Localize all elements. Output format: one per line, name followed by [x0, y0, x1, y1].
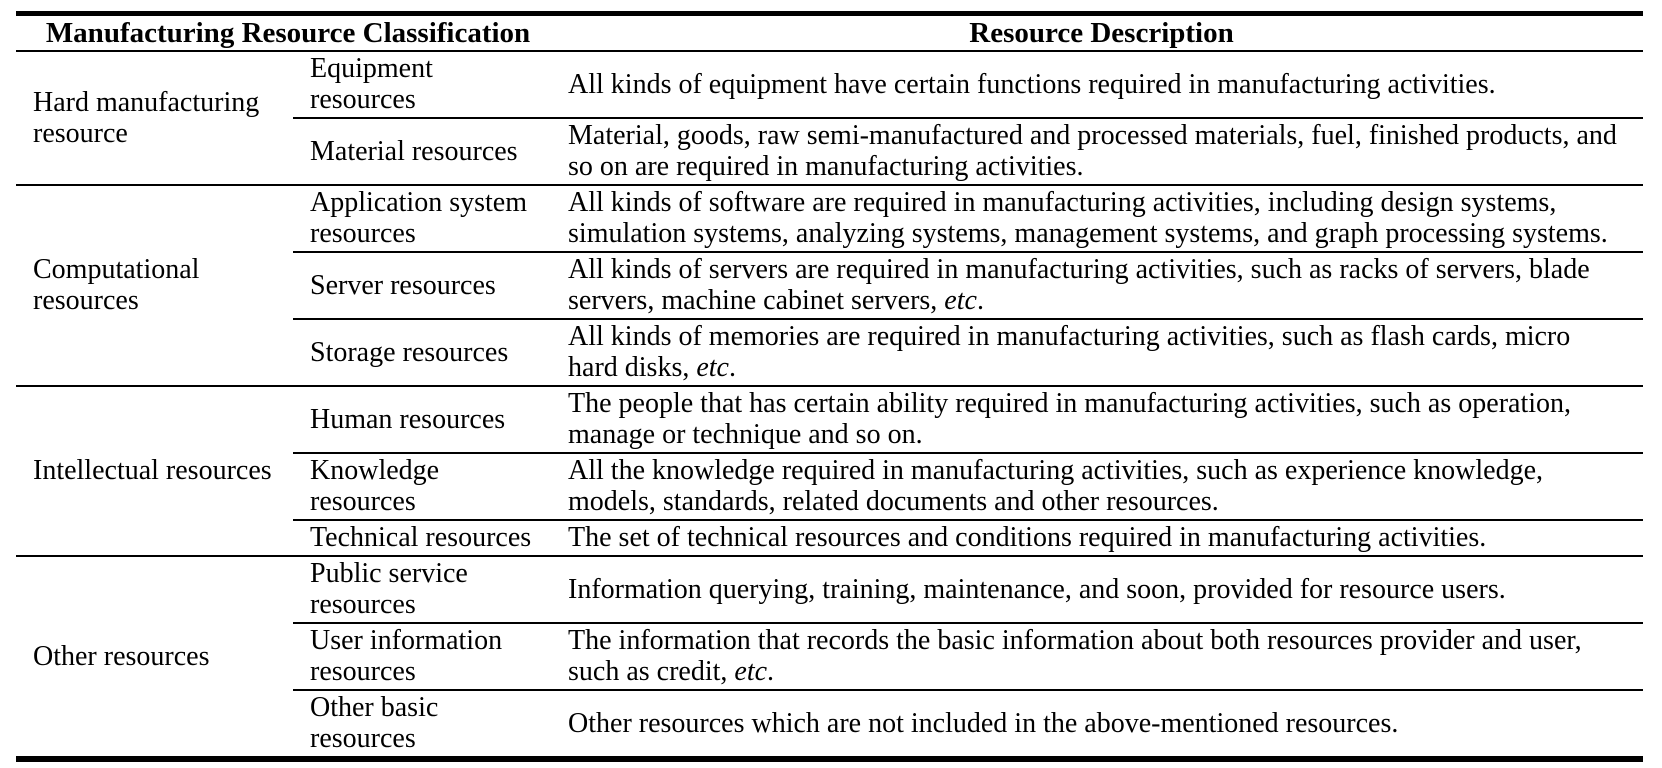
- description-cell: All kinds of software are required in manufacturing activities, including design systems, simulation systems, analyzing systems, management systems, and graph processing systems.: [560, 185, 1643, 252]
- header-classification: Manufacturing Resource Classification: [16, 14, 560, 52]
- group-cell-intellectual: Intellectual resources: [16, 386, 293, 556]
- subcategory-cell: Human resources: [293, 386, 560, 453]
- table-row: [16, 51, 1643, 118]
- resource-classification-table: [16, 11, 1643, 762]
- subcategory-cell: Other basic resources: [293, 690, 560, 759]
- subcategory-cell: Equipment resources: [293, 51, 560, 118]
- description-cell: The people that has certain ability required in manufacturing activities, such as operation, manage or technique and so on.: [560, 386, 1643, 453]
- table-header-row: [16, 14, 1643, 52]
- subcategory-cell: Technical resources: [293, 520, 560, 556]
- description-cell: Information querying, training, maintenance, and soon, provided for resource users.: [560, 556, 1643, 623]
- table-row: [16, 556, 1643, 623]
- description-cell: All kinds of memories are required in manufacturing activities, such as flash cards, micro hard disks, etc.: [560, 319, 1643, 386]
- description-cell: All the knowledge required in manufacturing activities, such as experience knowledge, models, standards, related documents and other resources.: [560, 453, 1643, 520]
- table-row: [16, 386, 1643, 453]
- description-cell: All kinds of equipment have certain functions required in manufacturing activities.: [560, 51, 1643, 118]
- description-cell: Other resources which are not included in the above-mentioned resources.: [560, 690, 1643, 759]
- group-cell-hard-manufacturing: Hard manufacturing resource: [16, 51, 293, 185]
- description-cell: The information that records the basic information about both resources provider and user, such as credit, etc.: [560, 623, 1643, 690]
- description-cell: The set of technical resources and conditions required in manufacturing activities.: [560, 520, 1643, 556]
- subcategory-cell: Material resources: [293, 118, 560, 185]
- subcategory-cell: User information resources: [293, 623, 560, 690]
- subcategory-cell: Server resources: [293, 252, 560, 319]
- description-cell: All kinds of servers are required in manufacturing activities, such as racks of servers, blade servers, machine cabinet servers, etc.: [560, 252, 1643, 319]
- subcategory-cell: Public service resources: [293, 556, 560, 623]
- group-cell-computational: Computational resources: [16, 185, 293, 386]
- subcategory-cell: Knowledge resources: [293, 453, 560, 520]
- header-description: Resource Description: [560, 14, 1643, 52]
- table-row: [16, 185, 1643, 252]
- subcategory-cell: Application system resources: [293, 185, 560, 252]
- group-cell-other: Other resources: [16, 556, 293, 759]
- description-cell: Material, goods, raw semi-manufactured and processed materials, fuel, finished products, and so on are required in manufacturing activities.: [560, 118, 1643, 185]
- subcategory-cell: Storage resources: [293, 319, 560, 386]
